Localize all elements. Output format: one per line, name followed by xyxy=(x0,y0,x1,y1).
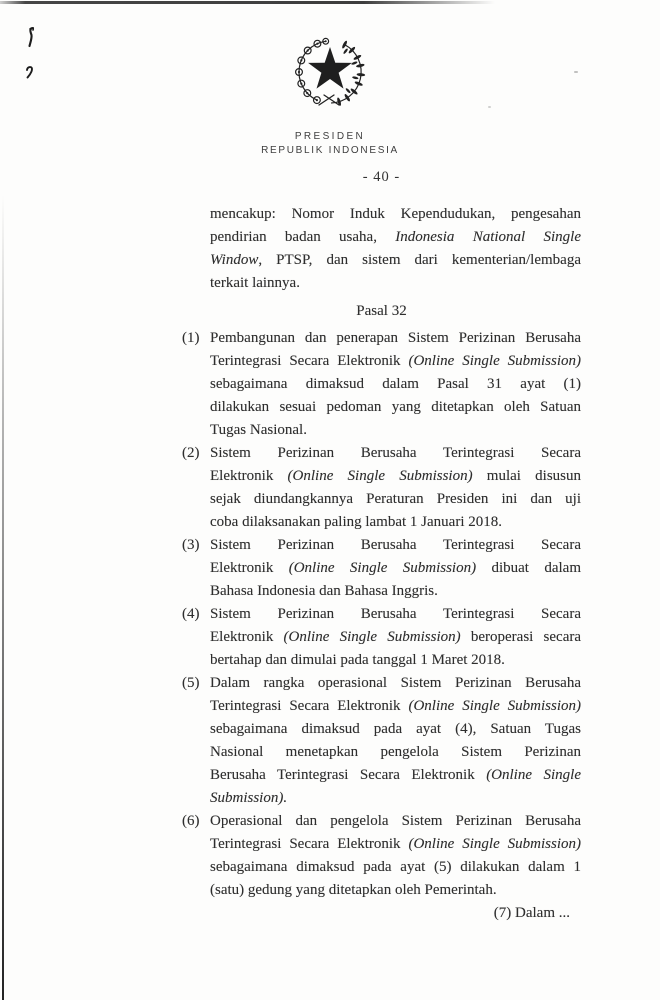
text-line: Bahasa Indonesia dan Bahasa Inggris. xyxy=(210,583,438,599)
text-line: Window, PTSP, dan sistem dari kementerian/lembaga xyxy=(210,252,581,268)
text-line: sebagaimana dimaksud pada ayat (5) dilakukan dalam 1 xyxy=(210,859,581,875)
article-item xyxy=(182,442,581,534)
text-line: (satu) gedung yang ditetapkan oleh Pemerintah. xyxy=(210,882,497,898)
text-line: Elektronik (Online Single Submission) beroperasi secara xyxy=(210,629,582,645)
article-number: (1) xyxy=(182,330,200,346)
text-line: Sistem Perizinan Berusaha Terintegrasi Secara xyxy=(210,537,581,553)
text-line: Pembangunan dan penerapan Sistem Perizinan Berusaha xyxy=(210,330,581,346)
text-line: sebagaimana dimaksud pada ayat (4), Satuan Tugas xyxy=(210,721,581,737)
text-line: Sistem Perizinan Berusaha Terintegrasi Secara xyxy=(210,445,581,461)
text-line: Berusaha Terintegrasi Secara Elektronik (Online Single xyxy=(210,767,581,783)
ink-scribble-icon xyxy=(25,65,35,80)
article-number: (6) xyxy=(182,813,200,829)
article-item xyxy=(182,603,581,672)
article-item xyxy=(182,534,581,603)
paper-speck xyxy=(488,106,491,108)
article-number: (5) xyxy=(182,675,200,691)
article-item xyxy=(182,810,581,902)
article-item xyxy=(182,672,581,810)
text-line: Submission). xyxy=(210,790,288,806)
institution-name-line1: PRESIDEN xyxy=(294,131,366,142)
text-line: Terintegrasi Secara Elektronik (Online Single Submission) xyxy=(210,836,581,852)
article-heading: Pasal 32 xyxy=(356,303,407,319)
text-line: Dalam rangka operasional Sistem Perizinan Berusaha xyxy=(210,675,581,691)
article-text xyxy=(210,442,581,534)
text-line: coba dilaksanakan paling lambat 1 Januari 2018. xyxy=(210,514,502,530)
paper-speck xyxy=(574,71,578,73)
article-text xyxy=(210,810,581,902)
text-line: Nasional menetapkan pengelola Sistem Perizinan xyxy=(210,744,581,760)
text-line: mencakup: Nomor Induk Kependudukan, pengesahan xyxy=(210,206,581,222)
text-line: dilakukan sesuai pedoman yang ditetapkan oleh Satuan xyxy=(210,399,581,415)
text-line: Sistem Perizinan Berusaha Terintegrasi Secara xyxy=(210,606,581,622)
intro-paragraph xyxy=(210,203,581,295)
institution-name-line2: REPUBLIK INDONESIA xyxy=(261,145,399,156)
text-line: Operasional dan pengelola Sistem Perizinan Berusaha xyxy=(210,813,581,829)
text-line: Elektronik (Online Single Submission) dibuat dalam xyxy=(210,560,581,576)
text-line: terkait lainnya. xyxy=(210,275,300,291)
page-number: - 40 - xyxy=(362,169,401,185)
text-line: Terintegrasi Secara Elektronik (Online Single Submission) xyxy=(210,698,581,714)
article-text xyxy=(210,603,581,672)
top-edge-scan-line xyxy=(0,1,505,4)
articles-list xyxy=(182,327,581,902)
article-text xyxy=(210,534,581,603)
document-body xyxy=(182,203,581,925)
text-line: bertahap dan dimulai pada tanggal 1 Maret 2018. xyxy=(210,652,505,668)
article-number: (4) xyxy=(182,606,200,622)
article-text xyxy=(210,672,581,810)
text-line: sebagaimana dimaksud dalam Pasal 31 ayat (1) xyxy=(210,376,581,392)
text-line: sejak diundangkannya Peraturan Presiden ini dan uji xyxy=(210,491,581,507)
text-line: pendirian badan usaha, Indonesia National Single xyxy=(210,229,581,245)
catchword: (7) Dalam ... xyxy=(493,905,570,921)
text-line: Elektronik (Online Single Submission) mulai disusun xyxy=(210,468,581,484)
text-line: Tugas Nasional. xyxy=(210,422,307,438)
ink-scribble-icon xyxy=(25,26,37,50)
article-number: (2) xyxy=(182,445,200,461)
article-text xyxy=(210,327,581,442)
article-item xyxy=(182,327,581,442)
text-line: Terintegrasi Secara Elektronik (Online Single Submission) xyxy=(210,353,581,369)
article-number: (3) xyxy=(182,537,200,553)
left-edge-scan-line xyxy=(2,195,4,1000)
presidential-star-wreath-seal-icon xyxy=(288,36,372,112)
